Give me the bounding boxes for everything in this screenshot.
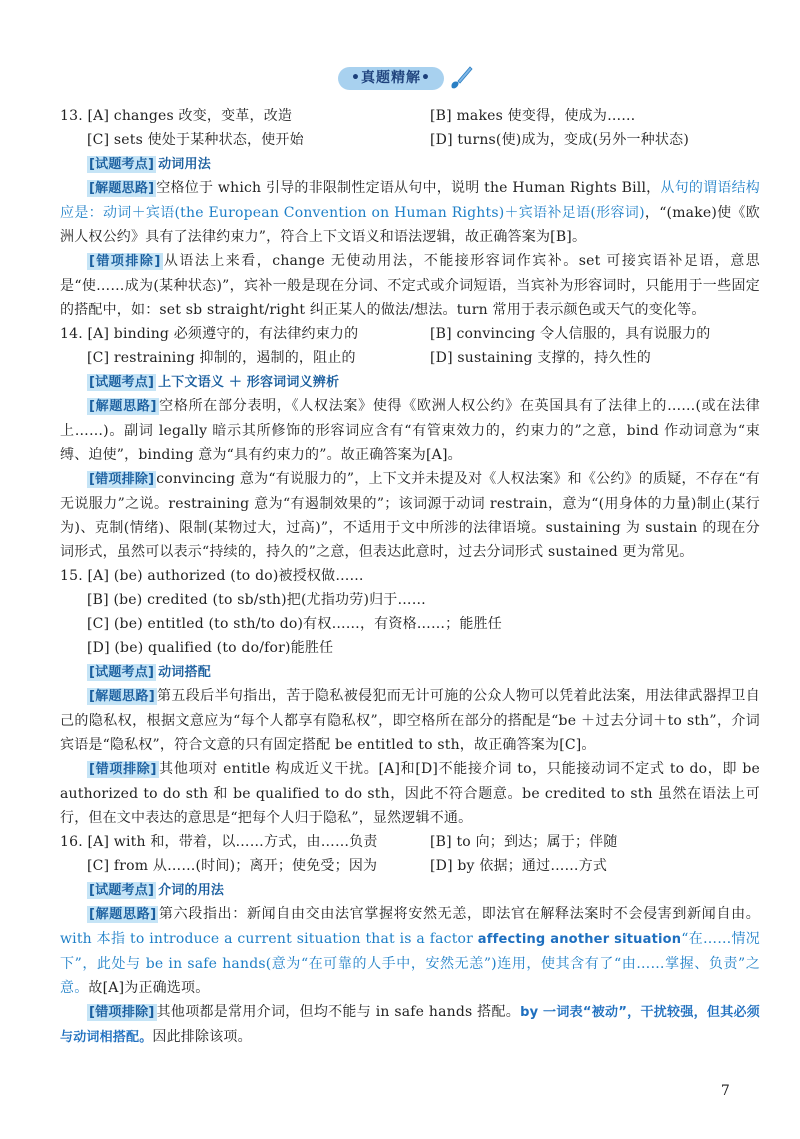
q14-paichu [60,467,760,564]
q13-paichu [60,249,760,322]
q13-options-row-2 [60,128,760,152]
silu-text-end: ，“(make)使《欧洲人权公约》具有了法律约束力”，符合上下文语义和语法逻辑，故正确答案为[B]。 [60,205,761,245]
q15-option-d: [D] (be) qualified (to do/for)能胜任 [87,640,334,656]
silu-text: 第五段后半句指出，苦于隐私被侵犯而无计可施的公众人物可以凭着此法案，用法律武器捍卫自己的隐私权，根据文意应为“每个人都享有隐私权”，即空格所在部分的搭配是“be ＋过去分词＋to sth”，介词宾语是“隐私权”，符合文意的只有固定搭配 be entitled to sth，故正确答案为[C]。 [60,688,760,753]
q13-options-row-1 [60,104,760,128]
paichu-tag: [错项排除] [89,1005,155,1020]
silu-text: 空格所在部分表明，《人权法案》使得《欧洲人权公约》在英国具有了法律上的……(或在法律上……)。副词 legally 暗示其所修饰的形容词应含有“有管束效力的，约束力的”之意，bind 作动词意为“束缚、迫使”，binding 意为“具有约束力的”。故正确答案为[A]。 [60,398,761,463]
q15-kaodian [60,660,760,684]
q15-option-b: [B] (be) credited (to sb/sth)把(尤指功劳)归于…… [87,592,426,608]
silu-text-end: 故[A]为正确选项。 [88,980,210,996]
silu-highlight-2: “在……情况下”，此处与 be in safe hands(意为“在可靠的人手中，安然无恙”)连用，使其含有了“由……掌握、负责”之意。 [60,931,760,996]
silu-text: 空格位于 which 引导的非限制性定语从句中，说明 the Human Rights Bill， [156,180,661,196]
kaodian-topic: 动词搭配 [158,665,211,680]
silu-text: 第六段指出：新闻自由交由法官掌握将安然无恙，即法官在解释法案时不会侵害到新闻自由。 [158,906,760,922]
paichu-text: convincing 意为“有说服力的”，上下文并未提及对《人权法案》和《公约》的质疑，不存在“有无说服力”之说。restraining 意为“有遏制效果的”；该词源于动词 restrain，意为“(用身体的力量)制止(某行为)、克制(情绪)、限制(某物过大，过高)”，不适用于文中所涉的法律语境。sustaining 为 sustain 的现在分词形式，虽然可以表示“持续的，持久的”之意，但表达此意时，过去分词形式 sustained 更为常见。 [60,471,760,560]
silu-highlight-bold: affecting another situation [477,932,682,947]
q16-silu [60,902,760,1000]
q14-options-row-1 [60,322,760,346]
q16-paichu [60,1000,760,1050]
q16-option-a: 16. [A] with 和，带着，以……方式，由……负责 [60,834,378,850]
q16-option-b: [B] to 向；到达；属于；伴随 [430,834,618,850]
q15-paichu [60,757,760,830]
silu-highlight-1: with 本指 to introduce a current situation that is a factor [60,931,478,947]
q13-silu [60,176,760,249]
q13-option-a: 13. [A] changes 改变，变革，改造 [60,108,293,124]
q14-option-d: [D] sustaining 支撑的，持久性的 [430,350,651,366]
q15-option-a-row [60,564,760,588]
kaodian-tag: [试题考点] [89,665,155,680]
brush-icon [446,64,474,92]
q13-option-c: [C] sets 使处于某种状态，使开始 [87,132,304,148]
q14-option-a: 14. [A] binding 必须遵守的，有法律约束力的 [60,326,359,342]
q13-option-b: [B] makes 使变得，使成为…… [430,108,636,124]
q16-options-row-1 [60,830,760,854]
q14-kaodian [60,370,760,394]
q14-option-c: [C] restraining 抑制的，遏制的，阻止的 [87,350,356,366]
paichu-tag: [错项排除] [89,472,155,487]
silu-highlight: 从句的谓语结构应是：动词＋宾语(the European Convention on Human Rights)＋宾语补足语(形容词) [60,180,760,221]
banner-title: •真题精解• [338,67,444,90]
q14-option-b: [B] convincing 令人信服的，具有说服力的 [430,326,711,342]
paichu-tag: [错项排除] [89,254,161,269]
paichu-text: 其他项对 entitle 构成近义干扰。[A]和[D]不能接介词 to，只能接动词不定式 to do，即 be authorized to do sth 和 be qualified to do sth，因此不符合题意。be credited to sth 虽然在语法上可行，但在文中表达的意思是“把每个人归于隐私”，显然逻辑不通。 [60,761,760,826]
main-content [60,104,760,1050]
q14-options-row-2 [60,346,760,370]
silu-tag: [解题思路] [89,181,155,196]
q16-options-row-2 [60,854,760,878]
kaodian-tag: [试题考点] [89,157,155,172]
paichu-text-end: 因此排除该项。 [152,1029,252,1045]
paichu-text: 从语法上来看，change 无使动用法，不能接形容词作宾补。set 可接宾语补足语，意思是“使……成为(某种状态)”，宾补一般是现在分词、不定式或介词短语，当宾补为形容词时，只能用于一些固定的搭配中，如：set sb straight/right 纠正某人的做法/想法。turn 常用于表示颜色或天气的变化等。 [60,253,760,318]
silu-tag: [解题思路] [89,689,155,704]
page-number: 7 [720,1083,730,1099]
silu-tag: [解题思路] [89,399,157,414]
q15-option-a: 15. [A] (be) authorized (to do)被授权做…… [60,568,364,584]
q14-silu [60,394,760,467]
paichu-text: 其他项都是常用介词，但均不能与 in safe hands 搭配。 [156,1004,521,1020]
q16-option-d: [D] by 依据；通过……方式 [430,858,608,874]
silu-tag: [解题思路] [89,907,157,922]
kaodian-tag: [试题考点] [89,375,155,390]
q15-silu [60,684,760,757]
kaodian-topic: 上下文语义 ＋ 形容词词义辨析 [158,375,340,390]
q15-option-c-row [60,612,760,636]
paichu-highlight-bold: by 一词表“被动”，干扰较强，但其必须与动词相搭配。 [60,1005,760,1045]
q15-option-c: [C] (be) entitled (to sth/to do)有权……，有资格……；能胜任 [87,616,502,632]
q16-option-c: [C] from 从……(时间)；离开；使免受；因为 [87,858,378,874]
q16-kaodian [60,878,760,902]
paichu-tag: [错项排除] [89,762,157,777]
q13-kaodian [60,152,760,176]
kaodian-topic: 动词用法 [158,157,211,172]
q15-option-d-row [60,636,760,660]
q15-option-b-row [60,588,760,612]
section-banner [0,64,800,94]
kaodian-topic: 介词的用法 [158,883,225,898]
q13-option-d: [D] turns(使)成为，变成(另外一种状态) [430,132,689,148]
kaodian-tag: [试题考点] [89,883,155,898]
